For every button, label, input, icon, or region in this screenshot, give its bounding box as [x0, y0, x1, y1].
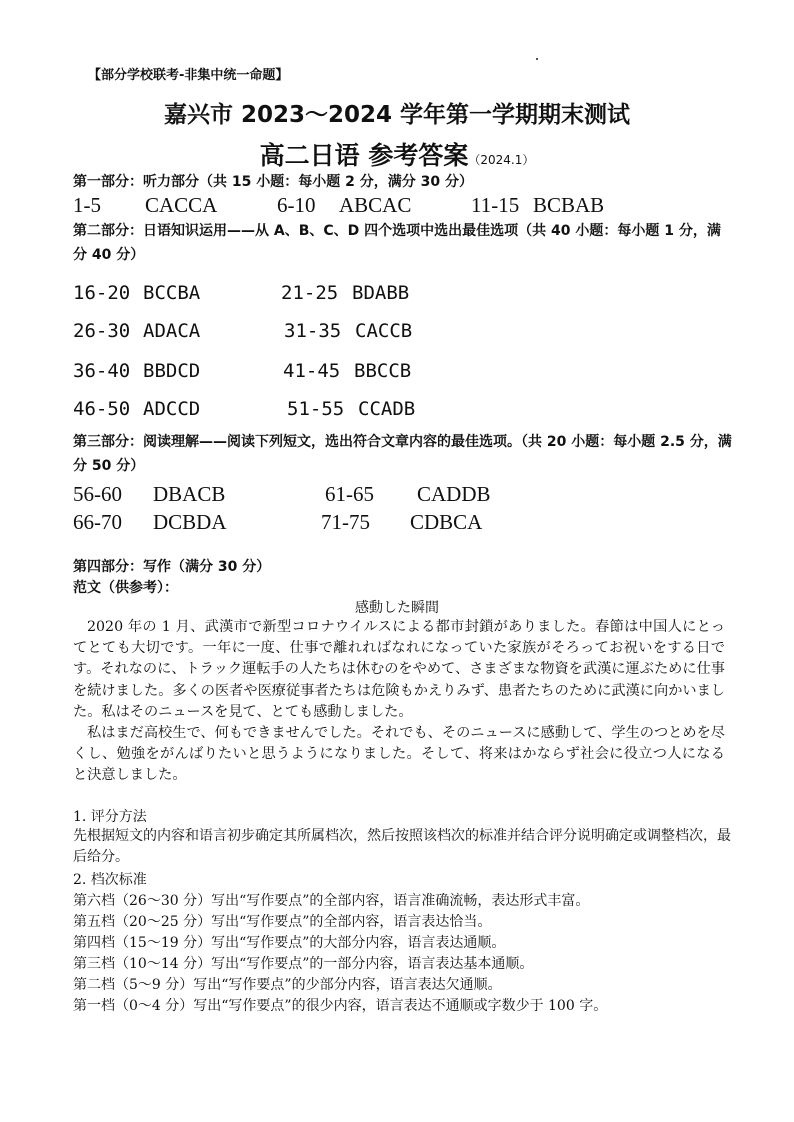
level-item: 第三档（10～14 分）写出“写作要点”的一部分内容，语言表达基本通顺。	[73, 956, 534, 972]
answer-range: 16-20	[73, 282, 131, 304]
answer-key: BCBAB	[533, 193, 605, 217]
level-item: 第六档（26～30 分）写出“写作要点”的全部内容，语言准确流畅，表达形式丰富。	[73, 893, 590, 909]
part1-heading: 第一部分：听力部分（共 15 小题：每小题 2 分，满分 30 分）	[73, 174, 473, 190]
answer-key: ABCAC	[339, 193, 412, 217]
answer-range: 46-50	[73, 398, 131, 420]
scoring-method-heading: 1. 评分方法	[73, 809, 147, 825]
answer-range: 26-30	[73, 320, 131, 342]
scoring-method-text: 先根据短文的内容和语言初步确定其所属档次，然后按照该档次的标准并结合评分说明确定或调整档次，最后给分。	[73, 828, 731, 865]
answer-key: BCCBA	[143, 282, 201, 304]
answer-key: BBCCB	[354, 360, 412, 382]
answer-key: CACCA	[145, 193, 218, 217]
part4-heading: 第四部分：写作（满分 30 分）	[73, 559, 271, 575]
exam-title: 嘉兴市 2023～2024 学年第一学期期末测试	[163, 102, 631, 128]
answer-key: CADDB	[417, 482, 491, 506]
subtitle-text: 高二日语 参考答案	[259, 141, 469, 170]
exam-tag: 【部分学校联考-非集中统一命题】	[88, 68, 289, 83]
answer-range: 51-55	[287, 398, 345, 420]
essay-paragraph-1: 2020 年の 1 月、武漢市で新型コロナウイルスによる都市封鎖がありました。春節は中国人にとってとても大切です。一年に一度、仕事で離れればなれになっていた家族がそろってお祝いをする日です。それなのに、トラック運転手の人たちは休むのをやめて、さまざまな物資を武漢に運ぶために仕事を続けました。多くの医者や医療従事者たちは危険もかえりみず、患者たちのために武漢に向かいました。私はそのニュースを見て、とても感動しました。	[73, 619, 725, 720]
answer-key: DBACB	[153, 482, 226, 506]
answer-key: ADCCD	[143, 398, 201, 420]
answer-key: DCBDA	[153, 510, 227, 534]
answer-key: ADACA	[143, 320, 201, 342]
answer-range: 21-25	[281, 282, 339, 304]
answer-key: CDBCA	[410, 510, 483, 534]
scan-speck	[536, 58, 538, 60]
answer-range: 11-15	[471, 193, 520, 217]
answer-key: CACCB	[355, 320, 413, 342]
levels-heading: 2. 档次标准	[73, 872, 147, 888]
answer-range: 31-35	[284, 320, 342, 342]
answer-range: 56-60	[73, 482, 122, 506]
answer-range: 41-45	[283, 360, 341, 382]
part2-heading: 第二部分：日语知识运用——从 A、B、C、D 四个选项中选出最佳选项（共 40 小题：每小题 1 分，满分 40 分）	[73, 223, 721, 263]
answer-range: 61-65	[325, 482, 374, 506]
answer-range: 36-40	[73, 360, 131, 382]
answer-key: CCADB	[358, 398, 416, 420]
level-item: 第一档（0～4 分）写出“写作要点”的很少内容，语言表达不通顺或字数少于 100 字。	[73, 998, 608, 1014]
sample-essay-label: 范文（供参考）：	[73, 580, 178, 596]
level-item: 第四档（15～19 分）写出“写作要点”的大部分内容，语言表达通顺。	[73, 935, 506, 951]
exam-date: （2024.1）	[468, 153, 535, 167]
level-item: 第五档（20～25 分）写出“写作要点”的全部内容，语言表达恰当。	[73, 914, 492, 930]
answer-range: 6-10	[277, 193, 316, 217]
answer-range: 66-70	[73, 510, 122, 534]
essay-title: 感動した瞬間	[355, 600, 439, 616]
answer-range: 1-5	[73, 193, 101, 217]
answer-key: BBDCD	[143, 360, 201, 382]
exam-subtitle	[0, 136, 794, 172]
level-item: 第二档（5～9 分）写出“写作要点”的少部分内容，语言表达欠通顺。	[73, 977, 502, 993]
essay-paragraph-2: 私はまだ高校生で、何もできませんでした。それでも、そのニュースに感動して、学生のつとめを尽くし、勉強をがんばりたいと思うようになりました。そして、将来はかならず社会に役立つ人になると決意しました。	[73, 725, 725, 784]
answer-range: 71-75	[321, 510, 370, 534]
answer-key: BDABB	[352, 282, 410, 304]
part3-heading: 第三部分：阅读理解——阅读下列短文，选出符合文章内容的最佳选项。（共 20 小题：每小题 2.5 分，满分 50 分）	[73, 434, 732, 474]
